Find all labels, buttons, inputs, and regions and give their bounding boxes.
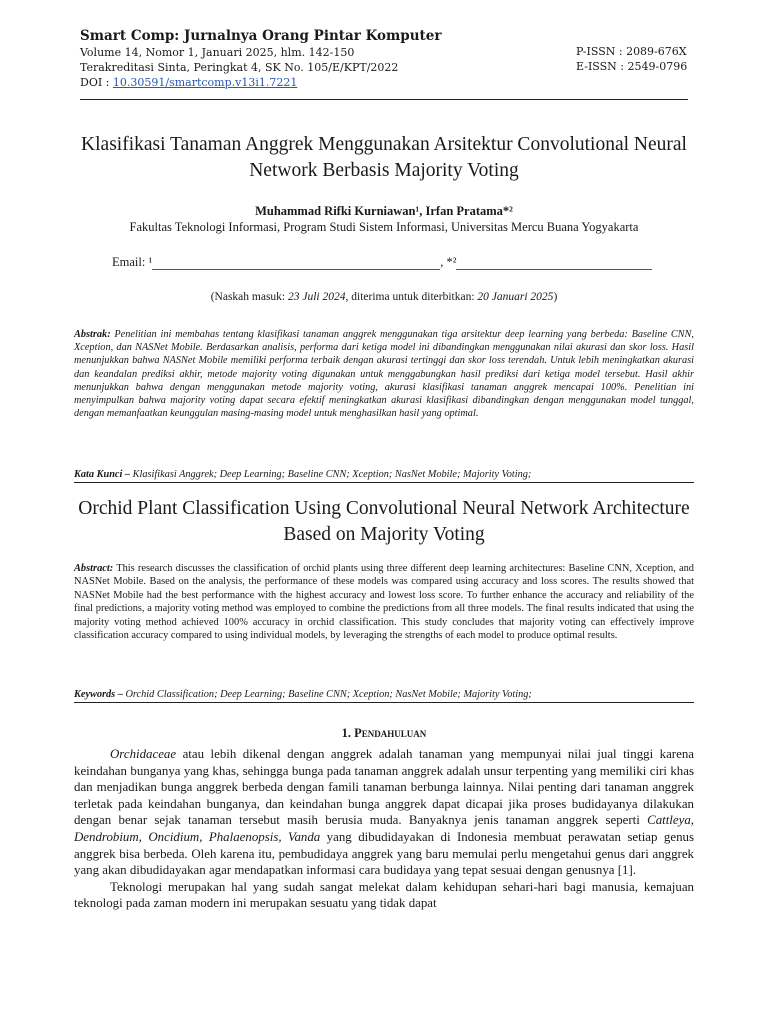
doi-label: DOI : — [80, 76, 113, 89]
issn-block — [576, 44, 688, 74]
keywords-text: Klasifikasi Anggrek; Deep Learning; Baseline CNN; Xception; NasNet Mobile; Majority Voting; — [130, 469, 532, 480]
section-title: Pendahuluan — [354, 726, 427, 740]
doi-line — [80, 75, 688, 90]
abstract-text: This research discusses the classification of orchid plants using three different deep learning architectures: Baseline CNN, Xception, and NASNet Mobile. Based on the analysis, the performance of these models was compared using accuracy and loss scores. The results showed that NASNet Mobile had the best performance with the highest accuracy and lowest loss score. To further enhance the accuracy and reliability of the final predictions, a majority voting method was employed to combine the predictions from all three models. The final results indicated that using the majority voting method achieved 100% accuracy in orchid classification. This study concludes that majority voting can effectively improve classification accuracy compared to using individual models, by leveraging the strengths of each model to produce optimal results. — [74, 563, 694, 642]
section-number: 1. — [341, 726, 355, 740]
p-issn: P-ISSN : 2089-676X — [576, 45, 687, 58]
section-heading — [74, 726, 694, 741]
abstract-indonesian — [74, 328, 694, 420]
received-date: 23 Juli 2024 — [288, 291, 346, 303]
paragraph: Teknologi merupakan hal yang sudah sangat melekat dalam kehidupan sehari-hari bagi manusia, kemajuan teknologi pada zaman modern ini merupakan sesuatu yang tidak dapat — [74, 879, 694, 911]
journal-header — [80, 28, 688, 90]
abstract-english — [74, 562, 694, 642]
abstract-label: Abstract: — [74, 563, 114, 574]
title-indonesian: Klasifikasi Tanaman Anggrek Menggunakan Arsitektur Convolutional Neural Network Berbasis Majority Voting — [81, 134, 687, 181]
abstract-label: Abstrak: — [74, 329, 111, 340]
keywords-english — [74, 688, 694, 703]
author-names: Muhammad Rifki Kurniawan¹, Irfan Pratama*² — [255, 204, 513, 218]
body-text — [74, 746, 694, 912]
journal-name: Smart Comp: Jurnalnya Orang Pintar Komputer — [80, 28, 442, 44]
keywords-indonesian — [74, 468, 694, 483]
author-affiliation: Fakultas Teknologi Informasi, Program Studi Sistem Informasi, Universitas Mercu Buana Yogyakarta — [129, 220, 639, 234]
e-issn: E-ISSN : 2549-0796 — [576, 60, 688, 73]
keywords-label: Kata Kunci – — [74, 469, 131, 480]
email-line — [112, 254, 652, 270]
email-2-link[interactable] — [456, 257, 652, 270]
accreditation-info: Terakreditasi Sinta, Peringkat 4, SK No. 105/E/KPT/2022 — [80, 61, 399, 74]
title-english: Orchid Plant Classification Using Convolutional Neural Network Architecture Based on Majority Voting — [78, 498, 690, 545]
email-separator: , *² — [440, 255, 457, 269]
keywords-text: Orchid Classification; Deep Learning; Baseline CNN; Xception; NasNet Mobile; Majority Voting; — [122, 689, 532, 700]
volume-info: Volume 14, Nomor 1, Januari 2025, hlm. 142-150 — [80, 46, 355, 59]
paragraph: Orchidaceae atau lebih dikenal dengan anggrek adalah tanaman yang mempunyai nilai jual tinggi karena keindahan bunganya yang khas, sehingga bunga pada tanaman anggrek adalah unsur terpenting yang memiliki ciri khas dan menjadikan bunga anggrek berbeda dengan famili tanaman berbunga lainnya. Nilai penting dari tanaman anggrek terletak pada keindahan bunganya, dan keindahan bunga anggrek dapat dicapai jika proses budidayanya dilakukan dengan benar sejak tanaman tersebut masih berusia muda. Banyaknya jenis tanaman anggrek seperti Cattleya, Dendrobium, Oncidium, Phalaenopsis, Vanda yang dibudidayakan di Indonesia membuat perawatan setiap genus anggrek bisa berbeda. Oleh karena itu, pembudidaya anggrek yang baru memulai perlu mengetahui genus dari anggrek yang akan dibudidayakan agar mendapatkan informasi cara budidaya yang tepat sesuai dengan genusnya [1]. — [74, 747, 694, 878]
email-label: Email: ¹ — [112, 255, 153, 269]
header-divider — [80, 99, 688, 100]
keywords-label: Keywords – — [74, 689, 123, 700]
email-1-link[interactable] — [152, 257, 440, 270]
accepted-date: 20 Januari 2025 — [477, 291, 554, 303]
abstract-text: Penelitian ini membahas tentang klasifikasi tanaman anggrek menggunakan tiga arsitektur deep learning yang berbeda: Baseline CNN, Xception, dan NASNet Mobile. Berdasarkan analisis, performa dari ketiga model ini dibandingkan menggunakan nilai akurasi dan skor loss. Hasil menunjukkan bahwa NASNet Mobile memiliki performa terbaik dengan akurasi tertinggi dan skor loss terendah. Untuk lebih meningkatkan akurasi dan keandalan prediksi akhir, metode majority voting digunakan untuk menggabungkan hasil prediksi dari ketiga model tersebut. Hasil akhir menunjukkan bahwa dengan menggunakan metode majority voting, akurasi klasifikasi tanaman anggrek mencapai 100%. Penelitian ini menyimpulkan bahwa majority voting dapat secara efektif meningkatkan akurasi klasifikasi dibandingkan dengan menggunakan model tunggal, dengan memanfaatkan keunggulan masing-masing model untuk menghasilkan hasil yang optimal. — [74, 329, 694, 420]
submission-dates: (Naskah masuk: 23 Juli 2024, diterima untuk diterbitkan: 20 Januari 2025) — [210, 291, 558, 303]
doi-link[interactable]: 10.30591/smartcomp.v13i1.7221 — [112, 76, 298, 89]
